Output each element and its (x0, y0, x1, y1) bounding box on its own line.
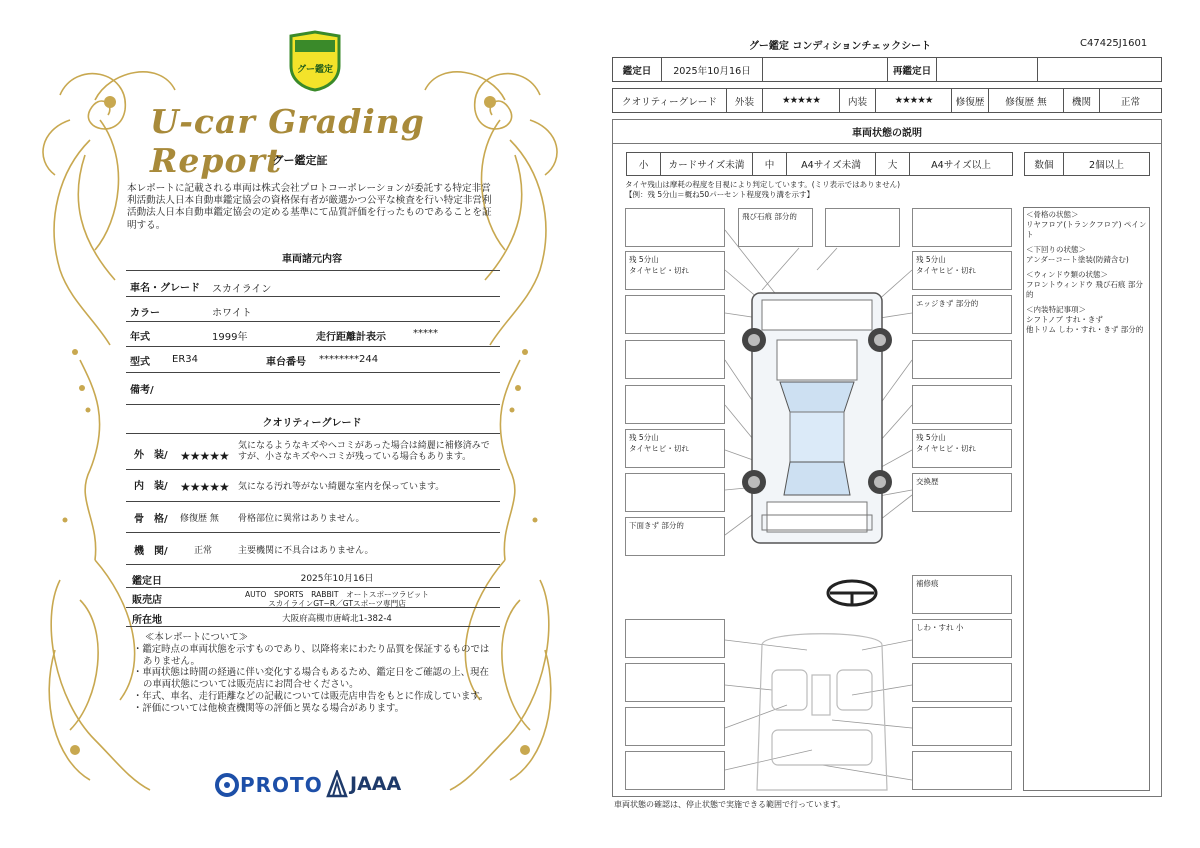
exterior-label: 外 装/ (134, 450, 168, 461)
legend-small-label: 小 (626, 152, 661, 176)
condition-line: フロントウィンドウ 飛び石痕 部分的 (1026, 280, 1143, 299)
condition-line: アンダーコート塗装(防錆含む) (1026, 255, 1129, 264)
diagram-box-exchange (912, 473, 1012, 512)
legend-large-desc: A4サイズ以上 (909, 152, 1013, 176)
interior-label: 内 装/ (134, 481, 168, 492)
remarks-label: 備考/ (130, 385, 154, 396)
diagram-box-l9 (625, 619, 725, 658)
goo-kantei-logo (285, 30, 345, 92)
diagram-box-wrinkle (912, 619, 1012, 658)
chassis-label: 車台番号 (266, 357, 306, 368)
legend-large-label: 大 (875, 152, 910, 176)
mileage-label: 走行距離計表示 (316, 332, 386, 343)
note-item: ・鑑定時点の車両状態を示すものであり、以降将来にわたり品質を保証するものではありません。 (133, 643, 490, 667)
notes-heading: ≪本レポートについて≫ (145, 632, 248, 643)
name-label: 車名・グレード (130, 283, 200, 294)
sheet-date-label: 鑑定日 (612, 57, 662, 82)
tire-rr-text: 残 5分山 タイヤヒビ・切れ (916, 433, 976, 453)
exchange-text: 交換歴 (916, 477, 939, 486)
cert-subtitle: グー鑑定証 (272, 154, 328, 167)
note-item: ・年式、車名、走行距離などの記載については販売店申告をもとに作成しています。 (133, 690, 489, 702)
diagram-box-r4 (912, 340, 1012, 379)
condition-line: ＜内装特記事項＞ (1026, 305, 1086, 314)
chassis-value: ********244 (319, 354, 379, 365)
sheet-repair-value: 修復歴 無 (988, 88, 1064, 113)
sheet-code: C47425J1601 (1080, 38, 1148, 49)
diagram-box-stone (738, 208, 813, 247)
shop-line1: AUTO SPORTS RABBIT オートスポーツラビット (244, 590, 429, 599)
note-item: ・評価については他検査機関等の評価と異なる場合があります。 (133, 702, 404, 714)
condition-line: ＜ウィンドウ類の状態＞ (1026, 270, 1109, 279)
engine-desc: 主要機関に不具合はありません。 (238, 546, 374, 556)
exterior-desc: 気になるようなキズやヘコミがあった場合は綺麗に補修済みですが、小さなキズやヘコミが残っている場合もあります。 (238, 441, 490, 462)
tire-note-2: 【例：残 5分山＝概ね50パーセント程度残り溝を示す】 (625, 190, 815, 199)
legend-count-label: 数個 (1024, 152, 1064, 176)
sheet-date-blank (762, 57, 888, 82)
model-label: 型式 (130, 357, 150, 368)
edge-text: エッジきず 部分的 (916, 299, 979, 308)
color-label: カラー (130, 308, 160, 319)
diagram-box-tire-fl (625, 251, 725, 290)
report-notes (133, 632, 497, 715)
repair-text: 補修痕 (916, 579, 939, 588)
color-value: ホワイト (212, 308, 252, 319)
year-label: 年式 (130, 332, 150, 343)
quality-heading: クオリティーグレード (262, 418, 362, 429)
sheet-interior-stars: ★★★★★ (875, 88, 952, 113)
wrinkle-text: しわ・すれ 小 (916, 623, 964, 632)
sheet-repair-label: 修復歴 (951, 88, 989, 113)
diagram-box-l10 (625, 663, 725, 702)
diagram-box-repair (912, 575, 1012, 614)
diagram-box-r12 (912, 751, 1012, 790)
sheet-date-value: 2025年10月16日 (661, 57, 763, 82)
diagram-box-r5 (912, 385, 1012, 424)
proto-logo-text: PROTO (240, 773, 323, 797)
engine-value: 正常 (194, 546, 213, 556)
diagram-box-l7 (625, 473, 725, 512)
sheet-footer: 車両状態の確認は、停止状態で実施できる範囲で行っています。 (614, 800, 846, 809)
diagram-box-l3 (625, 295, 725, 334)
tire-note-1: タイヤ残山は摩耗の程度を目視により判定しています。(ミリ表示ではありません) (625, 180, 901, 189)
diagram-box-tire-rl (625, 429, 725, 468)
condition-heading: 車両状態の説明 (612, 119, 1162, 144)
date-value: 2025年10月16日 (300, 574, 374, 584)
cert-intro: 本レポートに記載される車両は株式会社プロトコーポレーションが委託する特定非営利活動法人日本自動車鑑定協会の資格保有者が厳選かつ公平な検査を行い特定非営利活動法人日本自動車鑑定協会の定める基準にて品質評価を行ったものであることを証明する。 (127, 183, 492, 231)
jaaa-logo-text: JAAA (350, 773, 402, 795)
name-value: スカイライン (212, 284, 272, 295)
shop-line2: スカイラインGT−R／GTスポーツ専門店 (268, 599, 406, 608)
interior-stars: ★★★★★ (180, 480, 229, 494)
sheet-interior-label: 内装 (839, 88, 876, 113)
condition-line: リヤフロア(トランクフロア) ペイント (1026, 220, 1147, 239)
legend-mid-label: 中 (752, 152, 787, 176)
diagram-box-t2 (825, 208, 900, 247)
diagram-box-l4 (625, 340, 725, 379)
sheet-redate-label: 再鑑定日 (887, 57, 937, 82)
tire-fl-text: 残 5分山 タイヤヒビ・切れ (629, 255, 689, 275)
legend-mid-desc: A4サイズ未満 (786, 152, 876, 176)
diagram-box-under (625, 517, 725, 556)
diagram-box-l5 (625, 385, 725, 424)
exterior-stars: ★★★★★ (180, 449, 229, 463)
under-text: 下面きず 部分的 (629, 521, 684, 530)
condition-line: 他トリム しわ・すれ・きず 部分的 (1026, 325, 1144, 334)
tire-rl-text: 残 5分山 タイヤヒビ・切れ (629, 433, 689, 453)
specs-heading: 車両諸元内容 (282, 254, 342, 265)
diagram-box-l1 (625, 208, 725, 247)
condition-line: シフトノブ すれ・きず (1026, 315, 1103, 324)
sheet-quality-label: クオリティーグレード (612, 88, 727, 113)
engine-label: 機 関/ (134, 546, 168, 557)
sheet-engine-value: 正常 (1099, 88, 1162, 113)
sheet-redate-blank (1037, 57, 1162, 82)
diagram-box-l12 (625, 751, 725, 790)
frame-value: 修復歴 無 (180, 514, 219, 524)
diagram-box-l11 (625, 707, 725, 746)
legend-count-desc: 2個以上 (1063, 152, 1150, 176)
proto-logo-icon (214, 772, 240, 798)
date-label: 鑑定日 (132, 576, 162, 587)
jaaa-logo-icon (326, 770, 348, 798)
diagram-box-r10 (912, 663, 1012, 702)
sheet-title: グー鑑定 コンディションチェックシート (748, 41, 932, 52)
condition-line: ＜下回りの状態＞ (1026, 245, 1086, 254)
tire-fr-text: 残 5分山 タイヤヒビ・切れ (916, 255, 976, 275)
sheet-engine-label: 機関 (1063, 88, 1100, 113)
mileage-value: ***** (413, 328, 438, 339)
diagram-box-r11 (912, 707, 1012, 746)
address-value: 大阪府高槻市唐崎北1-382-4 (282, 614, 392, 624)
sheet-exterior-stars: ★★★★★ (762, 88, 840, 113)
frame-desc: 骨格部位に異常はありません。 (238, 514, 365, 524)
diagram-box-tire-rr (912, 429, 1012, 468)
sheet-redate-value (936, 57, 1038, 82)
shop-label: 販売店 (132, 595, 162, 606)
year-value: 1999年 (212, 332, 248, 343)
interior-desc: 気になる汚れ等がない綺麗な室内を保っています。 (238, 482, 445, 492)
address-label: 所在地 (132, 615, 162, 626)
conditions-list (1026, 210, 1148, 335)
diagram-box-tire-fr (912, 251, 1012, 290)
stone-text: 飛び石痕 部分的 (742, 212, 797, 221)
goo-logo-text: グー鑑定 (296, 65, 333, 75)
sheet-exterior-label: 外装 (726, 88, 763, 113)
model-value: ER34 (172, 354, 198, 365)
cert-title: U-car Grading Report (150, 102, 425, 180)
diagram-box-r1 (912, 208, 1012, 247)
diagram-box-edge (912, 295, 1012, 334)
condition-line: ＜骨格の状態＞ (1026, 210, 1079, 219)
frame-label: 骨 格/ (134, 514, 168, 525)
note-item: ・車両状態は時間の経過に伴い変化する場合もあるため、鑑定日をご確認の上、現在の車両状態については販売店にお問合せください。 (133, 667, 489, 691)
legend-small-desc: カードサイズ未満 (660, 152, 753, 176)
